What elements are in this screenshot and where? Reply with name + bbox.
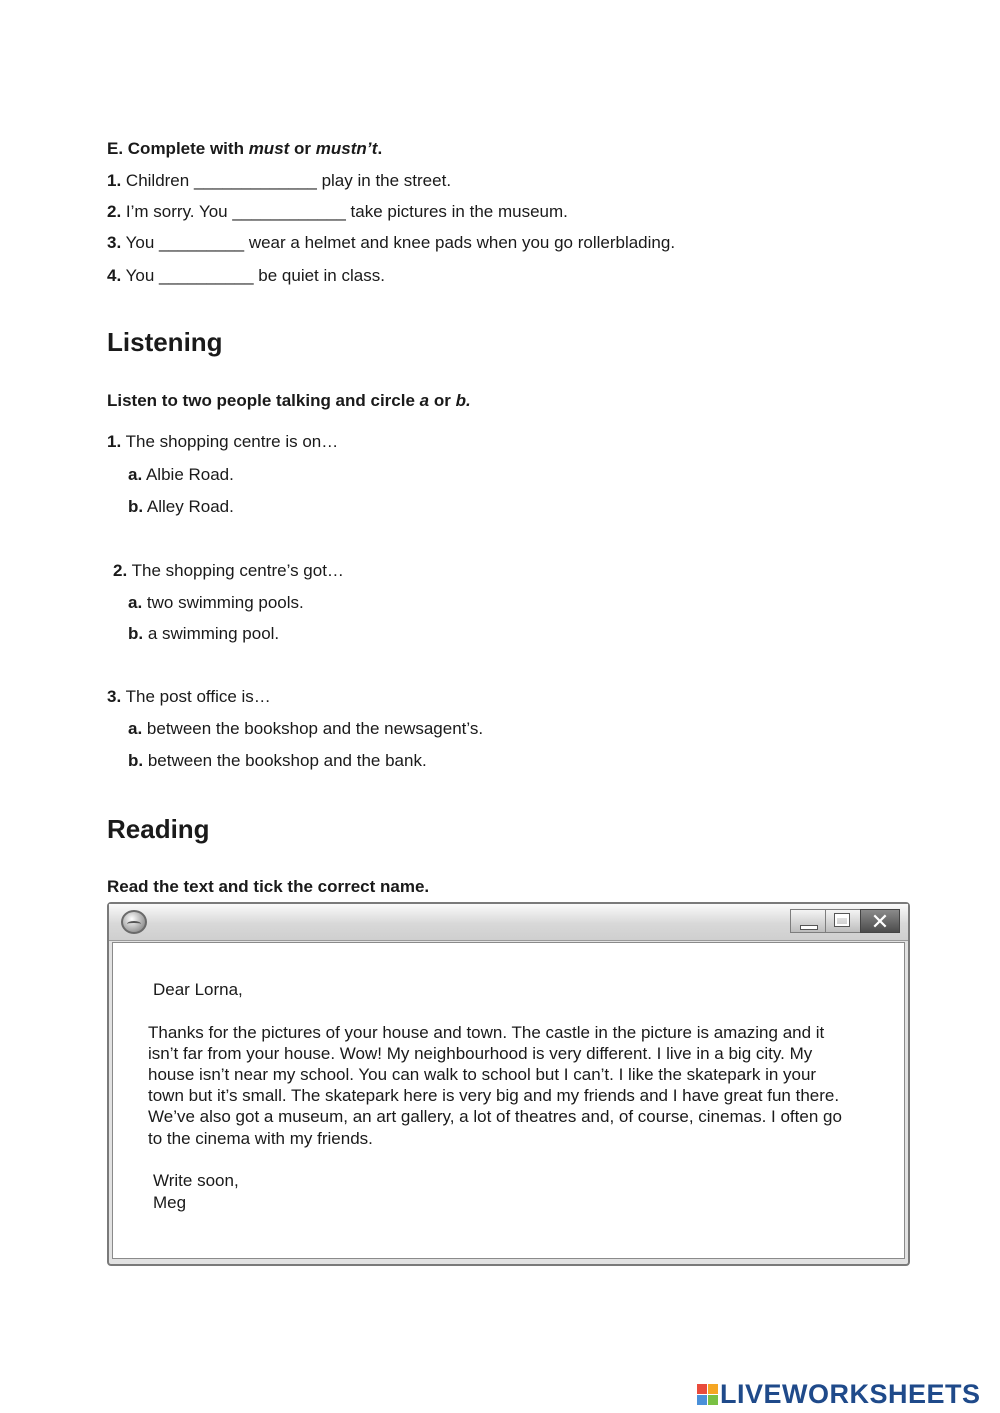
reading-heading: Reading (107, 814, 210, 844)
option-label: b. (128, 751, 144, 770)
option-label: a. (128, 593, 143, 612)
letter-window (107, 902, 910, 1266)
option-3b[interactable] (128, 751, 427, 771)
letter-signature: Meg (153, 1193, 187, 1212)
letter-line-4: town but it’s small. The skatepark here is very big and my friends and I have great fun there. (148, 1086, 840, 1105)
title-or: or (289, 139, 316, 158)
item-text: You __________ be quiet in class. (121, 266, 385, 285)
option-label: a. (128, 719, 143, 738)
maximize-icon (835, 914, 849, 926)
brand-cube-l (697, 1384, 707, 1394)
exercise-item-1 (107, 171, 451, 191)
instr-or: or (429, 391, 456, 410)
letter-line-6: to the cinema with my friends. (148, 1129, 373, 1148)
question-text: The shopping centre’s got… (127, 561, 344, 580)
item-number: 1. (107, 171, 122, 190)
brand-name: LIVEWORKSHEETS (720, 1378, 981, 1409)
maximize-button[interactable] (825, 909, 861, 933)
instr-prefix: Listen to two people talking and circle (107, 391, 420, 410)
title-suffix: . (377, 139, 383, 158)
listening-question-3 (107, 687, 271, 707)
option-label: b. (128, 497, 144, 516)
option-text: Alley Road. (143, 497, 234, 516)
exercise-item-2 (107, 202, 568, 222)
item-number: 3. (107, 233, 122, 252)
exercise-item-4 (107, 266, 385, 286)
minimize-icon (800, 925, 818, 930)
title-must: must (248, 139, 290, 158)
brand-cube-i (708, 1384, 718, 1394)
option-2b[interactable] (128, 624, 279, 644)
option-3a[interactable] (128, 719, 483, 739)
question-number: 1. (107, 432, 122, 451)
item-number: 4. (107, 266, 122, 285)
letter-closing: Write soon, (153, 1171, 239, 1190)
section-e-title (107, 139, 382, 159)
title-mustnt: mustn’t (315, 139, 378, 158)
title-prefix: E. Complete with (107, 139, 249, 158)
listening-heading: Listening (107, 327, 223, 357)
option-text: between the bookshop and the bank. (143, 751, 427, 770)
exercise-item-3 (107, 233, 675, 253)
brand-cube-v (697, 1395, 707, 1405)
option-1a[interactable] (128, 465, 234, 485)
option-label: b. (128, 624, 144, 643)
liveworksheets-logo (697, 1379, 981, 1409)
option-text: a swimming pool. (143, 624, 280, 643)
option-label: a. (128, 465, 143, 484)
minimize-button[interactable] (790, 909, 826, 933)
window-controls (790, 909, 900, 933)
listening-question-2 (113, 561, 344, 581)
item-text: Children _____________ play in the street. (121, 171, 452, 190)
window-titlebar[interactable] (109, 904, 908, 941)
brand-cube-icon (697, 1384, 718, 1405)
letter-line-5: We’ve also got a museum, an art gallery, a lot of theatres and, of course, cinemas. I often go (148, 1107, 842, 1126)
option-text: Albie Road. (142, 465, 234, 484)
item-text: You _________ wear a helmet and knee pads when you go rollerblading. (121, 233, 676, 252)
letter-greeting: Dear Lorna, (153, 980, 243, 999)
option-1b[interactable] (128, 497, 234, 517)
letter-line-3: house isn’t near my school. You can walk to school but I can’t. I like the skatepark in your (148, 1065, 817, 1084)
question-number: 2. (113, 561, 128, 580)
brand-cube-e (708, 1395, 718, 1405)
item-number: 2. (107, 202, 122, 221)
listening-instruction (107, 391, 471, 411)
question-text: The post office is… (121, 687, 271, 706)
option-text: two swimming pools. (142, 593, 304, 612)
letter-line-1: Thanks for the pictures of your house and town. The castle in the picture is amazing and it (148, 1023, 825, 1042)
listening-question-1 (107, 432, 338, 452)
instr-a: a (419, 391, 430, 410)
option-2a[interactable] (128, 593, 304, 613)
question-text: The shopping centre is on… (121, 432, 339, 451)
reading-instruction: Read the text and tick the correct name. (107, 877, 430, 896)
option-text: between the bookshop and the newsagent’s. (142, 719, 484, 738)
close-button[interactable] (860, 909, 900, 933)
question-number: 3. (107, 687, 122, 706)
letter-line-2: isn’t far from your house. Wow! My neighbourhood is very different. I live in a big city. My (148, 1044, 813, 1063)
app-globe-icon (121, 910, 147, 934)
close-icon: ✕ (870, 909, 890, 934)
instr-b: b. (455, 391, 471, 410)
item-text: I’m sorry. You ____________ take pictures in the museum. (121, 202, 568, 221)
window-content (112, 942, 905, 1259)
